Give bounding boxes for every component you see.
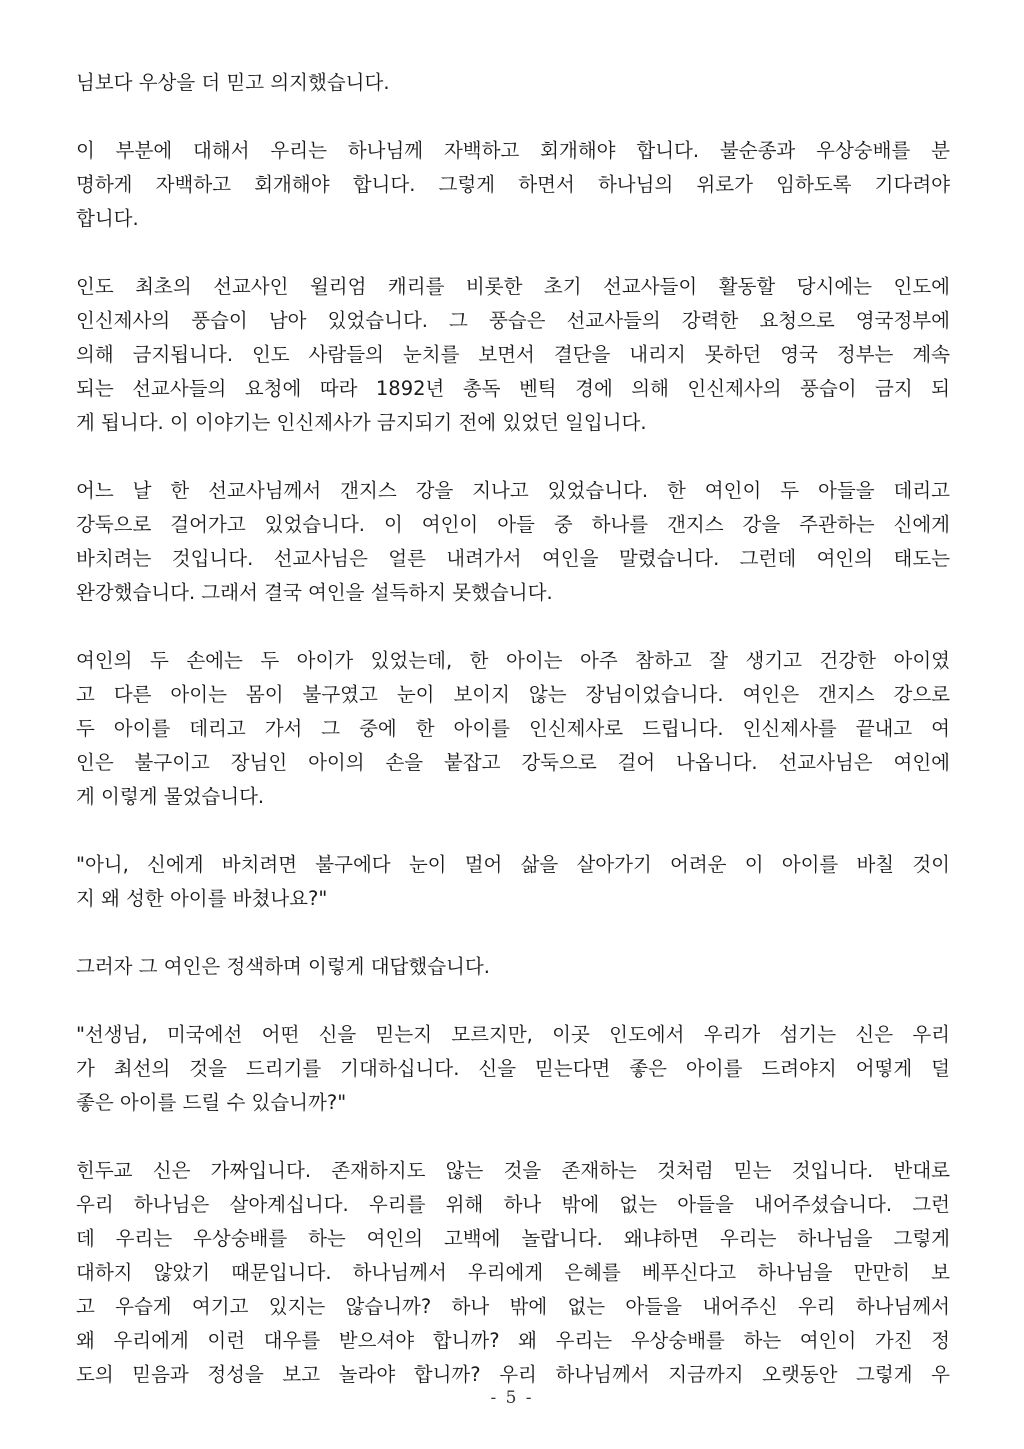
paragraph [76, 1018, 950, 1120]
text-line: 게 이렇게 물었습니다. [76, 785, 265, 808]
text-line: "선생님, 미국에선 어떤 신을 믿는지 모르지만, 이곳 인도에서 우리가 섬기는 신은 우리 [76, 1023, 950, 1046]
paragraph [76, 474, 950, 610]
text-line: 님보다 우상을 더 믿고 의지했습니다. [76, 71, 390, 94]
text-line: 의해 금지됩니다. 인도 사람들의 눈치를 보면서 결단을 내리지 못하던 영국 정부는 계속 [76, 343, 950, 366]
text-line: 고 다른 아이는 몸이 불구였고 눈이 보이지 않는 장님이었습니다. 여인은 갠지스 강으로 [76, 683, 950, 706]
text-line: 힌두교 신은 가짜입니다. 존재하지도 않는 것을 존재하는 것처럼 믿는 것입니다. 반대로 [76, 1159, 950, 1182]
text-line: 어느 날 한 선교사님께서 갠지스 강을 지나고 있었습니다. 한 여인이 두 아들을 데리고 [76, 479, 950, 502]
text-line: 고 우습게 여기고 있지는 않습니까? 하나 밖에 없는 아들을 내어주신 우리 하나님께서 [76, 1295, 950, 1318]
text-line: 그러자 그 여인은 정색하며 이렇게 대답했습니다. [76, 955, 490, 978]
text-line: 인도 최초의 선교사인 윌리엄 캐리를 비롯한 초기 선교사들이 활동할 당시에는 인도에 [76, 275, 950, 298]
text-line: 완강했습니다. 그래서 결국 여인을 설득하지 못했습니다. [76, 581, 553, 604]
paragraph [76, 1154, 950, 1392]
page-number: - 5 - [490, 1388, 534, 1408]
text-line: 가 최선의 것을 드리기를 기대하십니다. 신을 믿는다면 좋은 아이를 드려야지 어떻게 덜 [76, 1057, 950, 1080]
text-line: 인신제사의 풍습이 남아 있었습니다. 그 풍습은 선교사들의 강력한 요청으로 영국정부에 [76, 309, 950, 332]
text-line: 우리 하나님은 살아계십니다. 우리를 위해 하나 밖에 없는 아들을 내어주셨습니다. 그런 [76, 1193, 950, 1216]
paragraph [76, 134, 950, 236]
text-line: 데 우리는 우상숭배를 하는 여인의 고백에 놀랍니다. 왜냐하면 우리는 하나님을 그렇게 [76, 1227, 950, 1250]
text-line: "아니, 신에게 바치려면 불구에다 눈이 멀어 삶을 살아가기 어려운 이 아이를 바칠 것이 [76, 853, 950, 876]
text-line: 두 아이를 데리고 가서 그 중에 한 아이를 인신제사로 드립니다. 인신제사를 끝내고 여 [76, 717, 950, 740]
text-line: 게 됩니다. 이 이야기는 인신제사가 금지되기 전에 있었던 일입니다. [76, 411, 647, 434]
text-line: 이 부분에 대해서 우리는 하나님께 자백하고 회개해야 합니다. 불순종과 우상숭배를 분 [76, 139, 950, 162]
text-line: 바치려는 것입니다. 선교사님은 얼른 내려가서 여인을 말렸습니다. 그런데 여인의 태도는 [76, 547, 950, 570]
paragraph [76, 66, 950, 100]
text-line: 지 왜 성한 아이를 바쳤나요?" [76, 887, 328, 910]
text-line: 좋은 아이를 드릴 수 있습니까?" [76, 1091, 347, 1114]
paragraph [76, 848, 950, 916]
text-line: 강둑으로 걸어가고 있었습니다. 이 여인이 아들 중 하나를 갠지스 강을 주관하는 신에게 [76, 513, 950, 536]
paragraph [76, 950, 950, 984]
text-line: 되는 선교사들의 요청에 따라 1892년 총독 벤틱 경에 의해 인신제사의 풍습이 금지 되 [76, 377, 950, 400]
text-line: 명하게 자백하고 회개해야 합니다. 그렇게 하면서 하나님의 위로가 임하도록 기다려야 [76, 173, 950, 196]
text-line: 합니다. [76, 207, 139, 230]
document-body [76, 66, 950, 1426]
text-line: 도의 믿음과 정성을 보고 놀라야 합니까? 우리 하나님께서 지금까지 오랫동안 그렇게 우 [76, 1363, 950, 1386]
text-line: 왜 우리에게 이런 대우를 받으셔야 합니까? 왜 우리는 우상숭배를 하는 여인이 가진 정 [76, 1329, 950, 1352]
paragraph [76, 270, 950, 440]
text-line: 대하지 않았기 때문입니다. 하나님께서 우리에게 은혜를 베푸신다고 하나님을 만만히 보 [76, 1261, 950, 1284]
text-line: 여인의 두 손에는 두 아이가 있었는데, 한 아이는 아주 참하고 잘 생기고 건강한 아이였 [76, 649, 950, 672]
paragraph [76, 644, 950, 814]
text-line: 인은 불구이고 장님인 아이의 손을 붙잡고 강둑으로 걸어 나옵니다. 선교사님은 여인에 [76, 751, 950, 774]
